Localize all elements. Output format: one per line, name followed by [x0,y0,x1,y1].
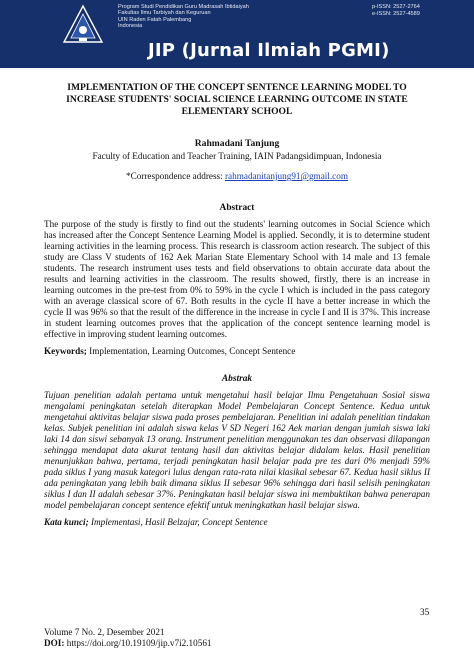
institution-line: Fakultas Ilmu Tarbiyah dan Keguruan [118,10,211,17]
e-issn: e-ISSN: 2527-4589 [372,10,420,17]
paper-body [44,82,430,527]
correspondence-label: *Correspondence address: [125,171,225,181]
kata-kunci-text: Implementasi, Hasil Belzajar, Concept Sentence [88,517,268,527]
institution-info [118,4,338,30]
p-issn: p-ISSN: 2527-2764 [372,4,420,10]
paper-title: IMPLEMENTATION OF THE CONCEPT SENTENCE LEARNING MODEL TO INCREASE STUDENTS' SOCIAL SCIENCE LEARNING OUTCOME IN STATE ELEMENTARY SCHOOL [66,82,408,117]
abstrak-heading: Abstrak [221,374,253,384]
correspondence-email-link[interactable]: rahmadanitanjung91@gmail.com [224,171,349,181]
abstrak-text: Tujuan penelitian adalah pertama untuk mengetahui hasil belajar Ilmu Pengetahuan Sosial siswa mengalami peningkatan setelah diterapkan Model Pembelajaran Concept Sentence. Kedua untuk mengetahui aktivitas belajar siswa pada proses pembelajaran. Penelitian ini adalah penelitian tindakan kelas. Subjek penelitian ini adalah siswa kelas V SD Negeri 162 Aek marian dengan jumlah siswa laki laki 14 dan siswi sebanyak 13 orang. Instrument penelitian menggunakan tes dan observasi dilapangan sehingga mendapat data akurat tentang hasil dan aktivitas belajar didalam kelas. Hasil penelitian menunjukkan bahwa, pertama, terjadi peningkatan hasil belajar pada pre tes dari 0% menjadi 59% pada siklus I yang masuk kategori lulus dengan rata-rata nilai klasikal sebesar 67. Kedua hasil siklus II ada peningkatan yang lebih baik dimana siklus II sebesar 96% sehingga dari hasil selisih peningkatan siklus I dan II adalah sebesar 37%. Peningkatan hasil belajar siswa ini membuktikan bahwa penerapan model pembelajaran concept sentence efektif untuk meningkatkan hasil belajar siswa. [44,390,430,510]
kata-kunci-line [44,517,430,527]
abstract-heading: Abstract [219,203,255,213]
keywords-label: Keywords; [44,346,87,356]
issn-block [372,4,420,17]
page-footer [44,627,212,648]
doi-line [44,638,212,649]
page-number: 35 [420,607,430,617]
author-affiliation: Faculty of Education and Teacher Training, IAIN Padangsidimpuan, Indonesia [92,151,382,161]
author-name: Rahmadani Tanjung [194,138,280,149]
doi-link[interactable]: https://doi.org/10.19109/jip.v7i2.10561 [64,637,212,648]
keywords-line [44,346,430,356]
institution-line: Program Studi Pendidikan Guru Madrasah Ibtidaiyah [118,4,249,10]
volume-info: Volume 7 No. 2, Desember 2021 [44,627,165,637]
journal-title: JIP (Jurnal Ilmiah PGMI) [148,40,390,61]
kata-kunci-label: Kata kunci; [44,517,89,527]
abstract-text: The purpose of the study is firstly to find out the students' learning outcomes in Social Science which has increased after the Concept Sentence Learning Model is applied. Secondly, it is to determine student learning activities in the learning process. This research is classroom action research. The subject of this study are Class V students of 162 Aek Marian State Elementary School with 14 male and 13 female students. The research instrument uses tests and field observations to obtain accurate data about the results and learning activities in the classroom. The results showed, firstly, there is an increase in learning outcomes in the pre-test from 0% to 59% in the cycle I which is included in the pass category with an average classical score of 67. Both results in the cycle II have a better increase in which the cycle II was 96% so that the result of the difference in the increase in cycle I and II is 37%. This increase in student learning outcomes proves that the application of the concept sentence learning model is effective in improving student learning outcomes. [44,219,430,339]
university-logo-icon [62,4,104,44]
keywords-text: Implementation, Learning Outcomes, Concept Sentence [86,346,296,356]
correspondence-line [44,171,430,181]
institution-line: UIN Raden Fatah Palembang [118,16,192,23]
journal-header [0,0,474,68]
doi-label: DOI: [44,637,65,648]
institution-line: Indonesia [118,23,143,30]
